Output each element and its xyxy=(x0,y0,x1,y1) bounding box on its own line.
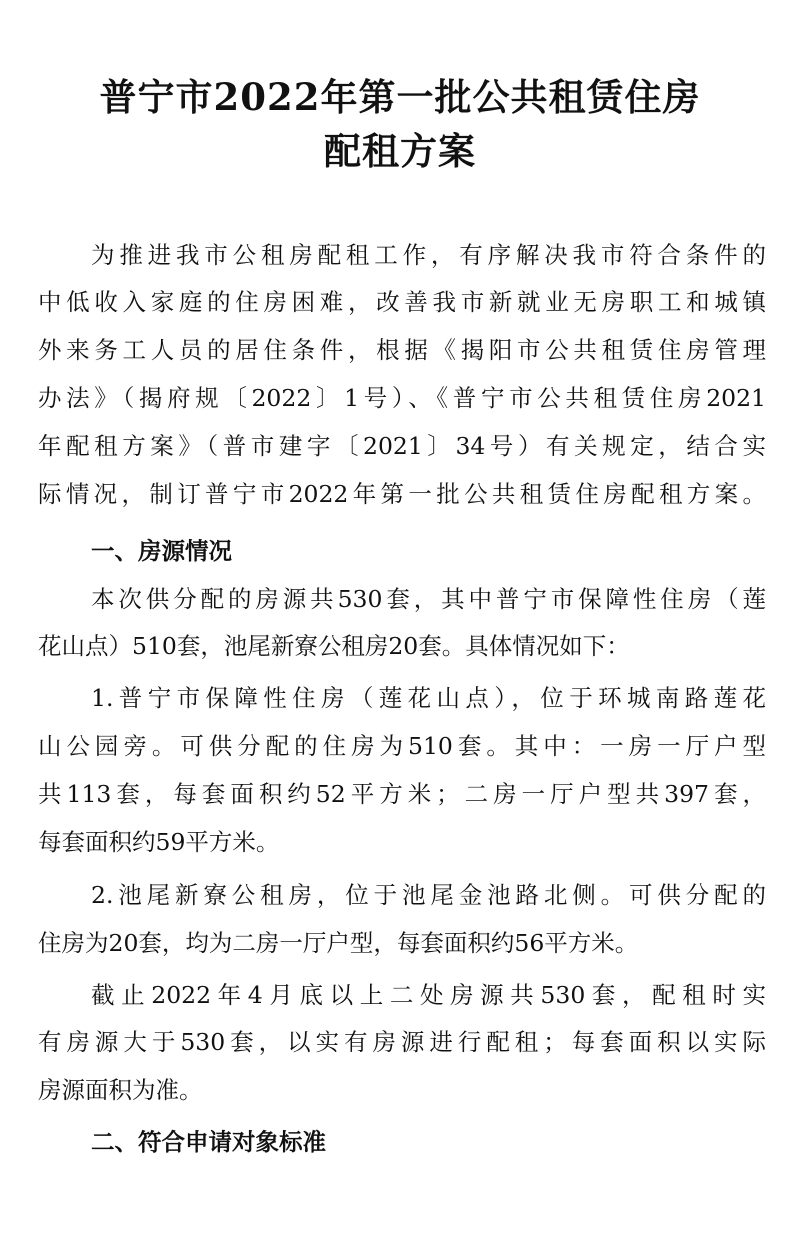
paragraph-line: 共113套，每套面积约52平方米；二房一厅户型共397套， xyxy=(38,780,766,808)
section-heading-eligibility: 二、符合申请对象标准 xyxy=(91,1128,326,1156)
paragraph-line: 办法》（揭府规〔2022〕1号）、《普宁市公共租赁住房2021 xyxy=(38,384,766,412)
paragraph-line: 外来务工人员的居住条件，根据《揭阳市公共租赁住房管理 xyxy=(38,336,766,364)
paragraph-line: 花山点）510套，池尾新寮公租房20套。具体情况如下： xyxy=(38,632,630,660)
paragraph-line: 为推进我市公租房配租工作，有序解决我市符合条件的 xyxy=(91,241,766,269)
paragraph-line: 每套面积约59平方米。 xyxy=(38,828,280,856)
paragraph-line: 际情况，制订普宁市2022年第一批公共租赁住房配租方案。 xyxy=(38,480,766,508)
paragraph-line: 2.池尾新寮公租房，位于池尾金池路北侧。可供分配的 xyxy=(91,881,766,909)
paragraph-line: 本次供分配的房源共530套，其中普宁市保障性住房（莲 xyxy=(91,585,766,613)
paragraph-line: 住房为20套，均为二房一厅户型，每套面积约56平方米。 xyxy=(38,929,639,957)
paragraph-line: 中低收入家庭的住房困难，改善我市新就业无房职工和城镇 xyxy=(38,288,766,316)
paragraph-line: 房源面积为准。 xyxy=(38,1076,203,1104)
paragraph-line: 年配租方案》（普市建字〔2021〕34号）有关规定，结合实 xyxy=(38,432,766,460)
section-heading-housing: 一、房源情况 xyxy=(91,537,232,565)
document-title-line-2: 配租方案 xyxy=(324,129,476,173)
paragraph-line: 1.普宁市保障性住房（莲花山点），位于环城南路莲花 xyxy=(91,684,766,712)
paragraph-line: 山公园旁。可供分配的住房为510套。其中：一房一厅户型 xyxy=(38,732,766,760)
paragraph-line: 有房源大于530套，以实有房源进行配租；每套面积以实际 xyxy=(38,1028,766,1056)
paragraph-line: 截止2022年4月底以上二处房源共530套，配租时实 xyxy=(91,981,766,1009)
document-title-line-1: 普宁市2022年第一批公共租赁住房 xyxy=(99,75,701,119)
